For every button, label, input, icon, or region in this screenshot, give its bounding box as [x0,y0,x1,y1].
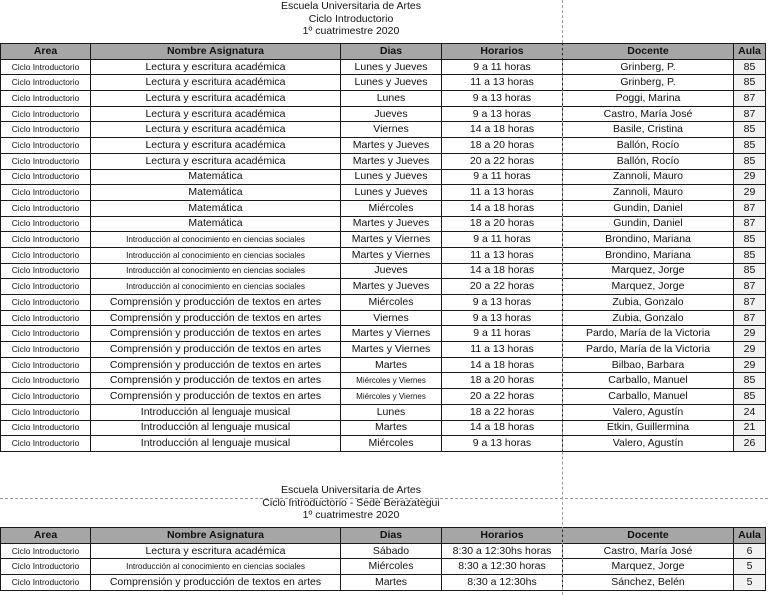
cell-aula: 87 [734,279,766,295]
cell-horarios: 11 a 13 horas [442,247,563,263]
cell-dias: Sábado [341,543,442,559]
cycle-title: Ciclo Introductorio - Sede Berazategui [262,496,440,509]
cell-area: Ciclo Introductorio [1,185,91,201]
cell-dias: Martes y Jueves [341,153,442,169]
table-row [1,169,766,185]
cell-aula: 29 [734,357,766,373]
cell-area: Ciclo Introductorio [1,389,91,405]
cell-aula: 87 [734,91,766,107]
table-row [1,263,766,279]
cell-area: Ciclo Introductorio [1,373,91,389]
table-row [1,153,766,169]
cell-area: Ciclo Introductorio [1,559,91,575]
cell-dias: Viernes [341,310,442,326]
table-row [1,138,766,154]
schedule-table-berazategui [0,527,766,591]
cell-docente: Valero, Agustín [563,436,734,452]
cell-docente: Sánchez, Belén [563,575,734,591]
cell-area: Ciclo Introductorio [1,263,91,279]
cell-horarios: 11 a 13 horas [442,75,563,91]
table-row [1,575,766,591]
cell-horarios: 9 a 11 horas [442,169,563,185]
cell-horarios: 14 a 18 horas [442,200,563,216]
cell-docente: Grinberg, P. [563,59,734,75]
table-row [1,404,766,420]
cell-dias: Martes y Viernes [341,342,442,358]
cell-docente: Carballo, Manuel [563,389,734,405]
table-row [1,247,766,263]
table-row [1,106,766,122]
cell-aula: 85 [734,138,766,154]
cell-area: Ciclo Introductorio [1,247,91,263]
cell-aula: 24 [734,404,766,420]
cell-aula: 85 [734,75,766,91]
cell-horarios: 9 a 11 horas [442,326,563,342]
cell-asignatura: Lectura y escritura académica [91,59,341,75]
cell-docente: Bilbao, Barbara [563,357,734,373]
cell-asignatura: Introducción al conocimiento en ciencias sociales [91,263,341,279]
table-row [1,185,766,201]
cell-dias: Miércoles [341,295,442,311]
table-row [1,342,766,358]
cell-horarios: 9 a 11 horas [442,232,563,248]
cell-asignatura: Comprensión y producción de textos en artes [91,326,341,342]
table-row [1,279,766,295]
table-row [1,216,766,232]
cell-horarios: 8:30 a 12:30 horas [442,559,563,575]
cell-aula: 5 [734,575,766,591]
cell-asignatura: Matemática [91,200,341,216]
cell-docente: Gundin, Daniel [563,200,734,216]
cell-dias: Lunes y Jueves [341,185,442,201]
col-header-dias: Dias [341,528,442,544]
cell-dias: Miércoles y Viernes [341,373,442,389]
cell-asignatura: Introducción al conocimiento en ciencias sociales [91,232,341,248]
table-row [1,559,766,575]
cell-area: Ciclo Introductorio [1,216,91,232]
cell-aula: 87 [734,106,766,122]
cell-dias: Miércoles [341,200,442,216]
table-row [1,357,766,373]
cell-asignatura: Introducción al conocimiento en ciencias sociales [91,247,341,263]
cell-aula: 87 [734,200,766,216]
cell-docente: Marquez, Jorge [563,559,734,575]
cell-aula: 85 [734,373,766,389]
cell-asignatura: Comprensión y producción de textos en artes [91,575,341,591]
section1-title-block [0,0,768,38]
cell-dias: Jueves [341,263,442,279]
col-header-area: Area [1,44,91,60]
cell-horarios: 8:30 a 12:30hs horas [442,543,563,559]
cell-area: Ciclo Introductorio [1,75,91,91]
cell-asignatura: Matemática [91,216,341,232]
cell-dias: Lunes [341,91,442,107]
col-header-docente: Docente [563,44,734,60]
cell-docente: Pardo, María de la Victoria [563,326,734,342]
table-header-row [1,528,766,544]
col-header-asignatura: Nombre Asignatura [91,44,341,60]
table-row [1,122,766,138]
cell-asignatura: Comprensión y producción de textos en artes [91,342,341,358]
cell-dias: Lunes y Jueves [341,75,442,91]
cell-aula: 5 [734,559,766,575]
cell-dias: Martes y Jueves [341,216,442,232]
cell-horarios: 11 a 13 horas [442,185,563,201]
col-header-horarios: Horarios [442,528,563,544]
cell-aula: 85 [734,59,766,75]
table-row [1,232,766,248]
cell-dias: Martes y Jueves [341,279,442,295]
cell-docente: Zannoli, Mauro [563,169,734,185]
cell-dias: Martes [341,420,442,436]
cell-docente: Valero, Agustín [563,404,734,420]
cell-aula: 29 [734,326,766,342]
cell-horarios: 8:30 a 12:30hs [442,575,563,591]
cell-horarios: 9 a 11 horas [442,59,563,75]
cell-docente: Brondino, Mariana [563,247,734,263]
cell-aula: 29 [734,342,766,358]
cell-asignatura: Comprensión y producción de textos en artes [91,295,341,311]
cell-asignatura: Comprensión y producción de textos en artes [91,389,341,405]
cell-area: Ciclo Introductorio [1,122,91,138]
cell-asignatura: Introducción al conocimiento en ciencias sociales [91,559,341,575]
table-row [1,59,766,75]
table-row [1,373,766,389]
cell-area: Ciclo Introductorio [1,232,91,248]
cell-horarios: 18 a 20 horas [442,373,563,389]
cell-asignatura: Lectura y escritura académica [91,138,341,154]
cell-area: Ciclo Introductorio [1,420,91,436]
cell-aula: 26 [734,436,766,452]
cell-dias: Martes [341,575,442,591]
cell-horarios: 9 a 13 horas [442,310,563,326]
term-title: 1º cuatrimestre 2020 [302,509,400,521]
cell-docente: Castro, María José [563,543,734,559]
cell-aula: 85 [734,232,766,248]
cell-aula: 87 [734,216,766,232]
table-row [1,326,766,342]
cell-dias: Martes [341,357,442,373]
cell-area: Ciclo Introductorio [1,106,91,122]
cell-area: Ciclo Introductorio [1,279,91,295]
col-header-dias: Dias [341,44,442,60]
cell-area: Ciclo Introductorio [1,310,91,326]
cell-aula: 21 [734,420,766,436]
cell-docente: Etkin, Guillermina [563,420,734,436]
cell-asignatura: Comprensión y producción de textos en artes [91,357,341,373]
cell-horarios: 9 a 13 horas [442,91,563,107]
table-row [1,436,766,452]
cell-area: Ciclo Introductorio [1,138,91,154]
cell-dias: Lunes y Jueves [341,169,442,185]
cell-docente: Pardo, María de la Victoria [563,342,734,358]
school-title: Escuela Universitaria de Artes [280,0,422,12]
cell-asignatura: Lectura y escritura académica [91,91,341,107]
cell-asignatura: Introducción al lenguaje musical [91,436,341,452]
cell-horarios: 18 a 20 horas [442,216,563,232]
cell-asignatura: Lectura y escritura académica [91,543,341,559]
cycle-title: Ciclo Introductorio [308,12,394,25]
cell-area: Ciclo Introductorio [1,295,91,311]
cell-docente: Grinberg, P. [563,75,734,91]
col-header-area: Area [1,528,91,544]
table-row [1,75,766,91]
cell-docente: Gundin, Daniel [563,216,734,232]
cell-area: Ciclo Introductorio [1,200,91,216]
cell-area: Ciclo Introductorio [1,59,91,75]
table-row [1,295,766,311]
cell-asignatura: Comprensión y producción de textos en artes [91,310,341,326]
table-row [1,91,766,107]
table-row [1,543,766,559]
cell-asignatura: Lectura y escritura académica [91,153,341,169]
cell-docente: Marquez, Jorge [563,263,734,279]
cell-asignatura: Introducción al conocimiento en ciencias sociales [91,279,341,295]
cell-dias: Viernes [341,122,442,138]
cell-horarios: 14 a 18 horas [442,122,563,138]
cell-dias: Miércoles y Viernes [341,389,442,405]
cell-dias: Lunes y Jueves [341,59,442,75]
table-row [1,420,766,436]
cell-dias: Martes y Jueves [341,138,442,154]
cell-horarios: 20 a 22 horas [442,153,563,169]
cell-horarios: 14 a 18 horas [442,420,563,436]
cell-docente: Zannoli, Mauro [563,185,734,201]
cell-dias: Lunes [341,404,442,420]
col-header-aula: Aula [734,44,766,60]
cell-horarios: 14 a 18 horas [442,357,563,373]
cell-area: Ciclo Introductorio [1,357,91,373]
cell-area: Ciclo Introductorio [1,169,91,185]
cell-docente: Zubia, Gonzalo [563,310,734,326]
cell-docente: Poggi, Marina [563,91,734,107]
cell-horarios: 9 a 13 horas [442,106,563,122]
schedule-table-main [0,43,766,452]
cell-horarios: 9 a 13 horas [442,295,563,311]
cell-asignatura: Introducción al lenguaje musical [91,420,341,436]
col-header-aula: Aula [734,528,766,544]
cell-area: Ciclo Introductorio [1,404,91,420]
cell-docente: Ballón, Rocío [563,153,734,169]
cell-aula: 29 [734,169,766,185]
cell-horarios: 18 a 22 horas [442,404,563,420]
cell-area: Ciclo Introductorio [1,436,91,452]
cell-aula: 6 [734,543,766,559]
table-row [1,200,766,216]
table-row [1,310,766,326]
cell-aula: 85 [734,263,766,279]
cell-asignatura: Lectura y escritura académica [91,106,341,122]
cell-docente: Basile, Cristina [563,122,734,138]
cell-aula: 85 [734,122,766,138]
cell-area: Ciclo Introductorio [1,575,91,591]
cell-horarios: 14 a 18 horas [442,263,563,279]
cell-aula: 87 [734,295,766,311]
cell-docente: Ballón, Rocío [563,138,734,154]
cell-dias: Martes y Viernes [341,232,442,248]
cell-horarios: 9 a 13 horas [442,436,563,452]
cell-aula: 85 [734,153,766,169]
section2-title-block [0,484,768,522]
cell-dias: Miércoles [341,436,442,452]
cell-docente: Carballo, Manuel [563,373,734,389]
term-title: 1º cuatrimestre 2020 [302,25,400,37]
cell-docente: Brondino, Mariana [563,232,734,248]
cell-asignatura: Lectura y escritura académica [91,122,341,138]
cell-dias: Jueves [341,106,442,122]
col-header-horarios: Horarios [442,44,563,60]
cell-aula: 85 [734,389,766,405]
cell-area: Ciclo Introductorio [1,543,91,559]
cell-aula: 87 [734,310,766,326]
table-row [1,389,766,405]
cell-aula: 29 [734,185,766,201]
cell-dias: Martes y Viernes [341,326,442,342]
cell-horarios: 18 a 20 horas [442,138,563,154]
cell-dias: Martes y Viernes [341,247,442,263]
cell-horarios: 20 a 22 horas [442,389,563,405]
cell-docente: Castro, María José [563,106,734,122]
cell-area: Ciclo Introductorio [1,326,91,342]
cell-asignatura: Matemática [91,185,341,201]
cell-area: Ciclo Introductorio [1,91,91,107]
col-header-docente: Docente [563,528,734,544]
cell-horarios: 20 a 22 horas [442,279,563,295]
cell-asignatura: Comprensión y producción de textos en artes [91,373,341,389]
cell-area: Ciclo Introductorio [1,342,91,358]
cell-asignatura: Lectura y escritura académica [91,75,341,91]
cell-aula: 85 [734,247,766,263]
table-header-row [1,44,766,60]
school-title: Escuela Universitaria de Artes [280,484,422,496]
cell-asignatura: Matemática [91,169,341,185]
cell-dias: Miércoles [341,559,442,575]
cell-horarios: 11 a 13 horas [442,342,563,358]
cell-docente: Marquez, Jorge [563,279,734,295]
cell-area: Ciclo Introductorio [1,153,91,169]
cell-asignatura: Introducción al lenguaje musical [91,404,341,420]
col-header-asignatura: Nombre Asignatura [91,528,341,544]
cell-docente: Zubia, Gonzalo [563,295,734,311]
